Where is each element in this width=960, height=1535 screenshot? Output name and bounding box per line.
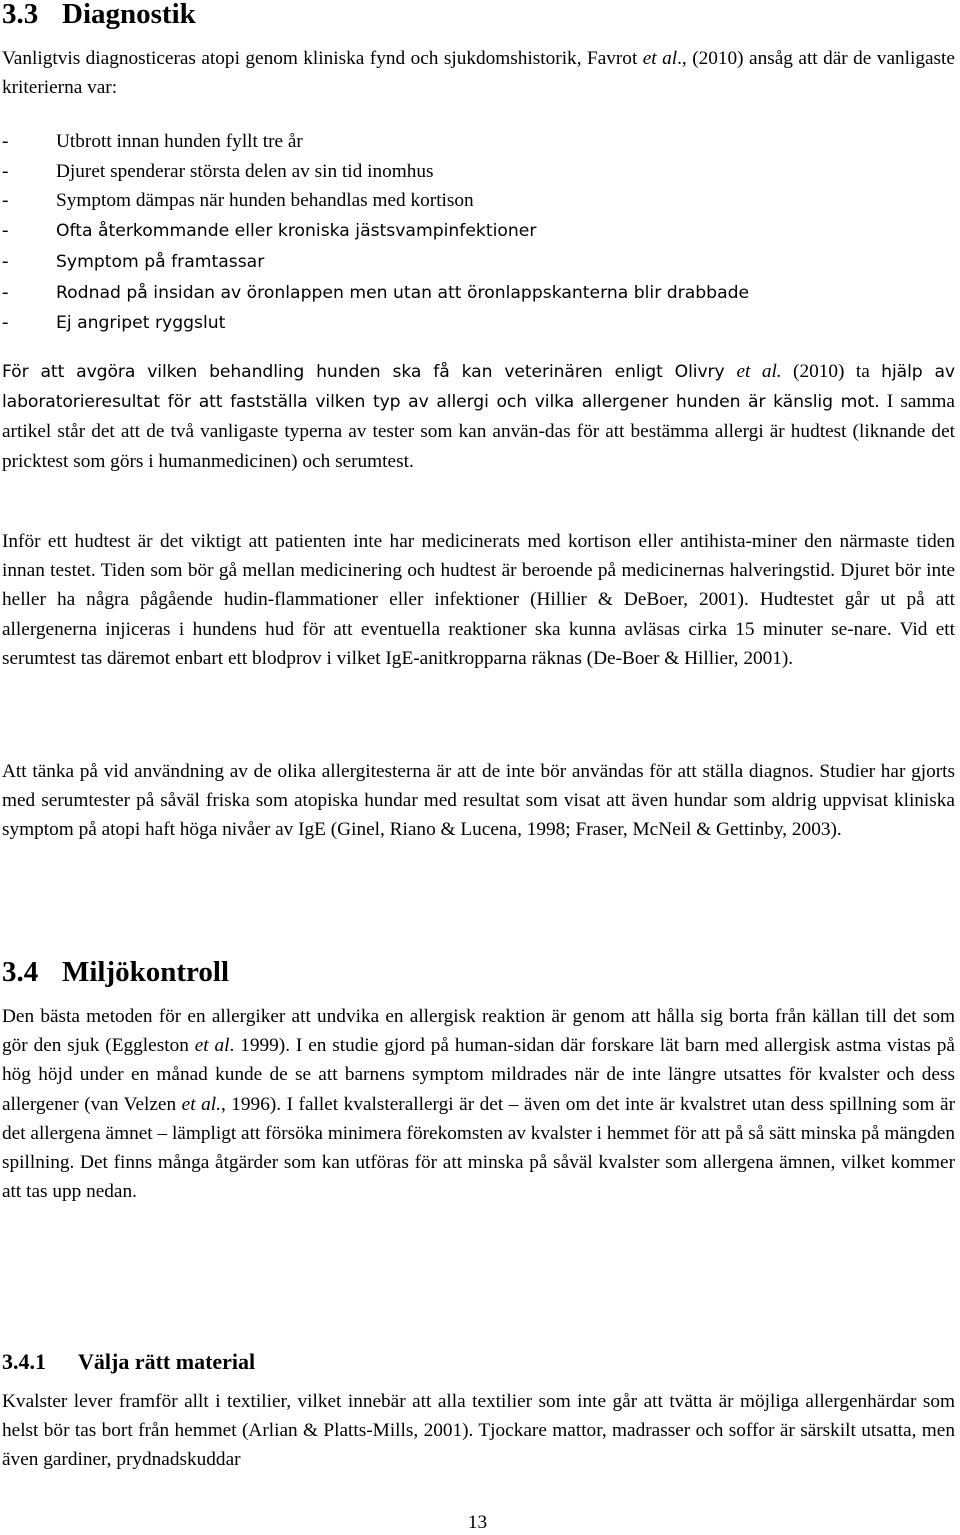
list-item: - Ej angripet ryggslut <box>2 312 226 334</box>
heading-3-3 <box>2 0 196 29</box>
hudtest-paragraph: Inför ett hudtest är det viktigt att patienten inte har medicinerats med kortison eller antihista-miner den närmaste tiden innan testet. Tiden som bör gå mellan medicinering och hudtest är beroende på medicinernas halveringstid. Djuret bör inte heller ha några pågående hudin-flammationer eller infektioner (Hillier & DeBoer, 2001). Hudtestet går ut på att allergenerna injiceras i hundens hud för att eventuella reaktioner ska kunna avläsas cirka 15 minuter se-nare. Vid ett serumtest tas däremot enbart ett blodprov i vilket IgE-anitkropparna räknas (De-Boer & Hillier, 2001). <box>2 531 955 669</box>
heading-title: Miljökontroll <box>62 956 230 988</box>
heading-number: 3.4 <box>2 956 39 988</box>
material-paragraph: Kvalster lever framför allt i textilier, vilket innebär att alla textilier som inte går att tvätta är möjliga allergenhärdar som helst bör tas bort från hemmet (Arlian & Platts-Mills, 2001). Tjockare mattor, madrasser och soffor är särskilt utsatta, men även gardiner, prydnadskuddar <box>2 1391 955 1471</box>
list-item: - Rodnad på insidan av öronlappen men utan att öronlappskanterna blir drabbade <box>2 281 750 303</box>
olivry-paragraph: För att avgöra vilken behandling hunden ska få kan veterinären enligt Olivry et al. (2010) ta hjälp av laboratorieresultat för att fastställa vilken typ av allergi och vilka allergener hunden är känslig mot. I samma artikel står det att de två vanligaste typerna av tester som kan använ-das för att bestämma allergi är hudtest (liknande det pricktest som görs i humanmedicinen) och serumtest. <box>2 361 956 472</box>
page-number: 13 <box>467 1512 488 1533</box>
heading-3-4 <box>2 958 229 987</box>
heading-3-4-1 <box>2 1349 255 1375</box>
list-item: - Ofta återkommande eller kroniska jästsvampinfektioner <box>2 220 537 242</box>
list-item: - Utbrott innan hunden fyllt tre år <box>2 131 303 152</box>
list-item: - Symptom på framtassar <box>2 250 265 272</box>
criteria-list <box>0 127 749 339</box>
list-item: - Symptom dämpas när hunden behandlas med kortison <box>2 190 474 212</box>
intro-paragraph: Vanligtvis diagnosticeras atopi genom kliniska fynd och sjukdomshistorik, Favrot et al., (2010) ansåg att där de vanligaste kriterierna var: <box>2 48 955 99</box>
miljo-paragraph: Den bästa metoden för en allergiker att undvika en allergisk reaktion är genom att hålla sig borta från källan till det som gör den sjuk (Eggleston et al. 1999). I en studie gjord på human-sidan där forskare lät barn med allergisk astma vistas på hög höjd under en månad kunde de se att barnens symptom mildrades när de inte längre utsattes för kvalster och dess allergener (van Velzen et al., 1996). I fallet kvalsterallergi är det – även om det inte är kvalstret utan dess spillning som är det allergena ämnet – lämpligt att försöka minimera förekomsten av kvalster i hemmet för att på så sätt minska på mängden spillning. Det finns många åtgärder som kan utföras för att minska på såväl kvalster som allergena ämnen, vilket kommer att tas upp nedan. <box>2 1006 955 1203</box>
heading-number: 3.3 <box>2 0 39 30</box>
heading-number: 3.4.1 <box>2 1349 46 1374</box>
diagnos-paragraph: Att tänka på vid användning av de olika allergitesterna är att de inte bör användas för att ställa diagnos. Studier har gjorts med serumtester på såväl friska som atopiska hundar med resultat som visat att även hundar som aldrig uppvisat kliniska symptom på atopi haft höga nivåer av IgE (Ginel, Riano & Lucena, 1998; Fraser, McNeil & Gettinby, 2003). <box>2 761 955 841</box>
list-item: - Djuret spenderar största delen av sin tid inomhus <box>2 160 434 182</box>
heading-title: Välja rätt material <box>78 1349 256 1374</box>
heading-title: Diagnostik <box>62 0 196 30</box>
